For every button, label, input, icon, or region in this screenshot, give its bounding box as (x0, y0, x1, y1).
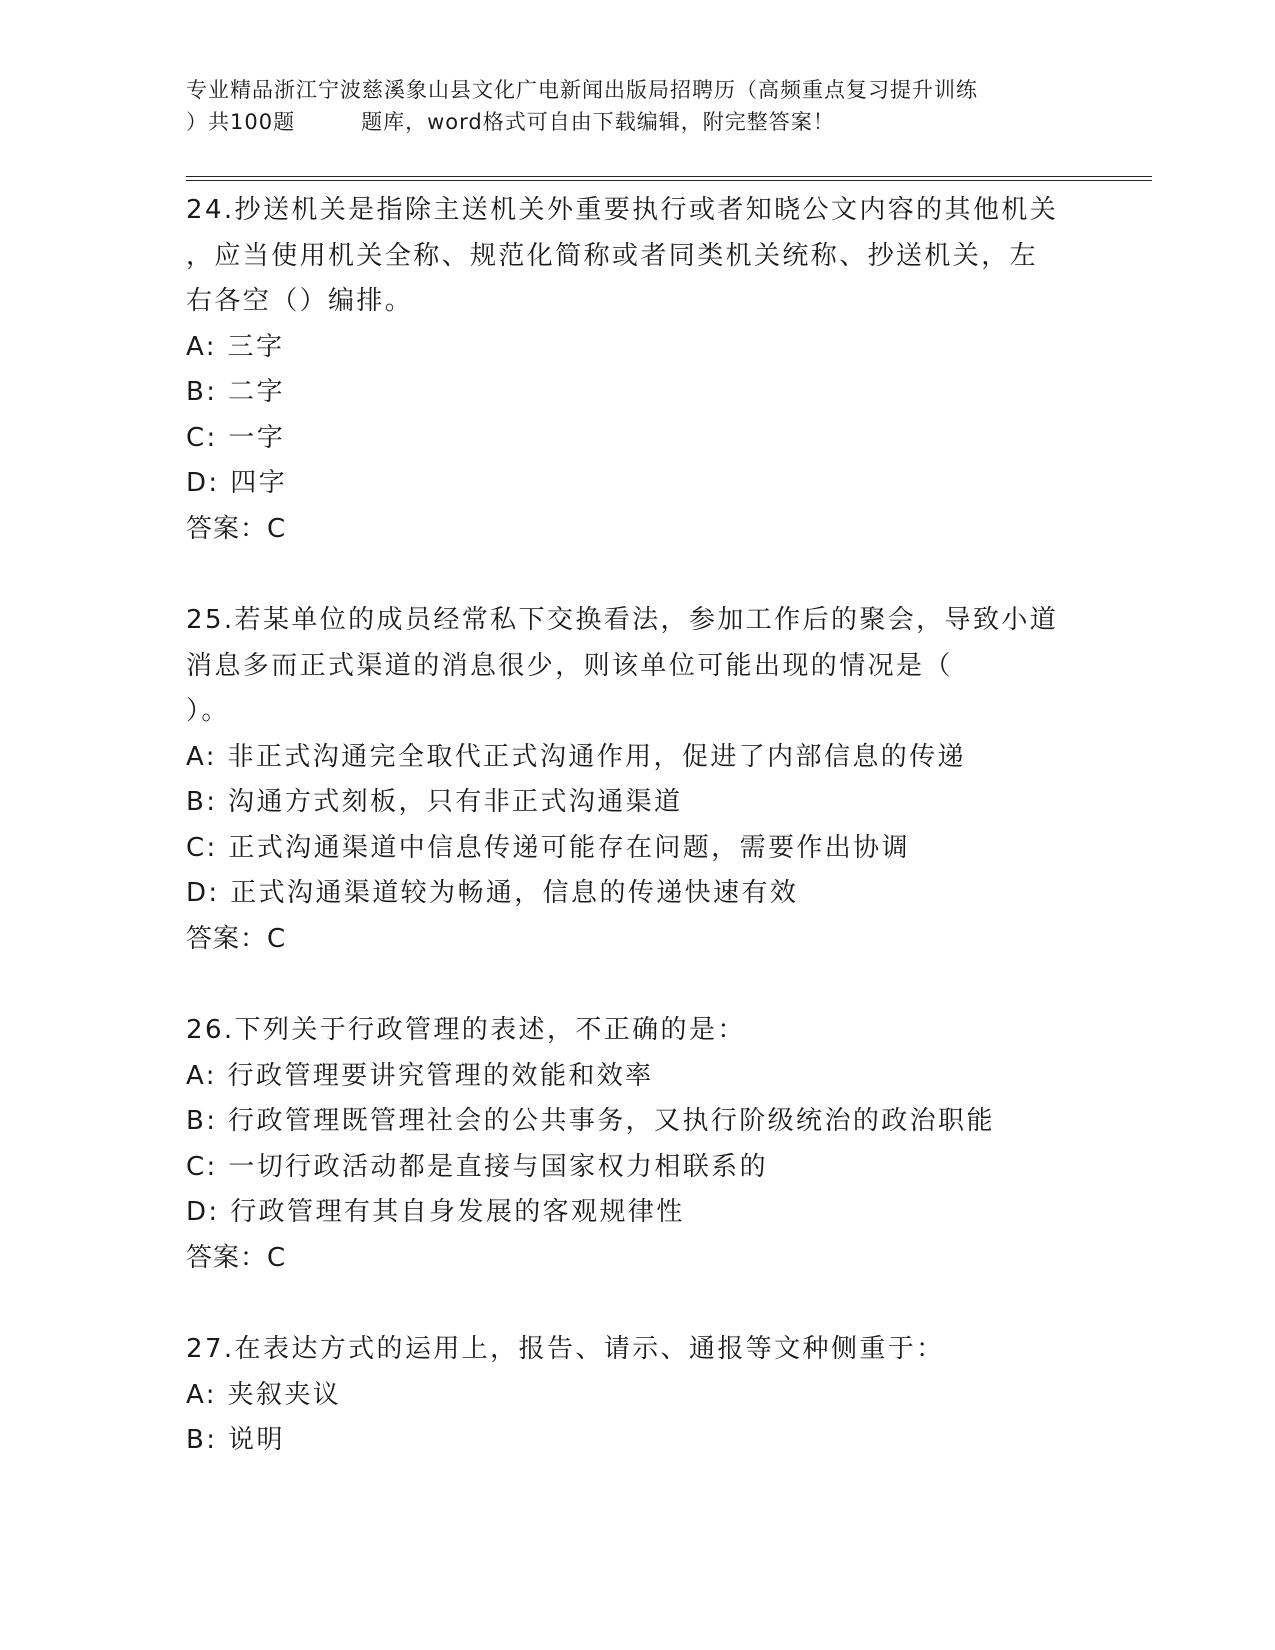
question-stem-line: 右各空（）编排。 (186, 286, 414, 316)
option-a: A: 非正式沟通完全取代正式沟通作用，促进了内部信息的传递 (186, 741, 966, 772)
option-b: B: 说明 (186, 1425, 285, 1455)
option-b: B: 行政管理既管理社会的公共事务，又执行阶级统治的政治职能 (186, 1106, 995, 1136)
header-divider (186, 176, 1152, 181)
question-26 (186, 1008, 1086, 1281)
header-line-2: ）共100题 题库，word格式可自由下载编辑，附完整答案！ (186, 110, 835, 134)
question-stem-line: ，应当使用机关全称、规范化简称或者同类机关统称、抄送机关，左 (186, 240, 1039, 271)
option-c: C: 一切行政活动都是直接与国家权力相联系的 (186, 1151, 768, 1182)
option-b: B: 沟通方式刻板，只有非正式沟通渠道 (186, 787, 683, 817)
option-b: B: 二字 (186, 377, 285, 407)
answer-line: 答案：C (186, 1242, 287, 1273)
question-stem-line: 26.下列关于行政管理的表述，不正确的是： (186, 1015, 746, 1045)
header-line-1: 专业精品浙江宁波慈溪象山县文化广电新闻出版局招聘历（高频重点复习提升训练 (186, 78, 978, 102)
question-list (186, 188, 1086, 1464)
question-stem-line: 25.若某单位的成员经常私下交换看法，参加工作后的聚会，导致小道 (186, 605, 1059, 635)
option-c: C: 一字 (186, 422, 286, 453)
option-d: D: 行政管理有其自身发展的客观规律性 (186, 1197, 685, 1227)
document-header (186, 74, 1086, 138)
question-25 (186, 598, 1086, 962)
question-stem-line: ）。 (186, 696, 230, 726)
option-a: A: 夹叙夹议 (186, 1379, 342, 1410)
option-a: A: 行政管理要讲究管理的效能和效率 (186, 1060, 654, 1091)
option-c: C: 正式沟通渠道中信息传递可能存在问题，需要作出协调 (186, 832, 910, 863)
question-stem-line: 24.抄送机关是指除主送机关外重要执行或者知晓公文内容的其他机关 (186, 195, 1059, 225)
question-stem-line: 消息多而正式渠道的消息很少，则该单位可能出现的情况是（ (186, 650, 953, 681)
option-a: A: 三字 (186, 331, 285, 362)
answer-line: 答案：C (186, 513, 287, 544)
question-stem-line: 27.在表达方式的运用上，报告、请示、通报等文种侧重于： (186, 1334, 945, 1364)
answer-line: 答案：C (186, 923, 287, 954)
option-d: D: 正式沟通渠道较为畅通，信息的传递快速有效 (186, 878, 799, 908)
question-24 (186, 188, 1086, 552)
question-27 (186, 1327, 1086, 1464)
option-d: D: 四字 (186, 468, 288, 498)
